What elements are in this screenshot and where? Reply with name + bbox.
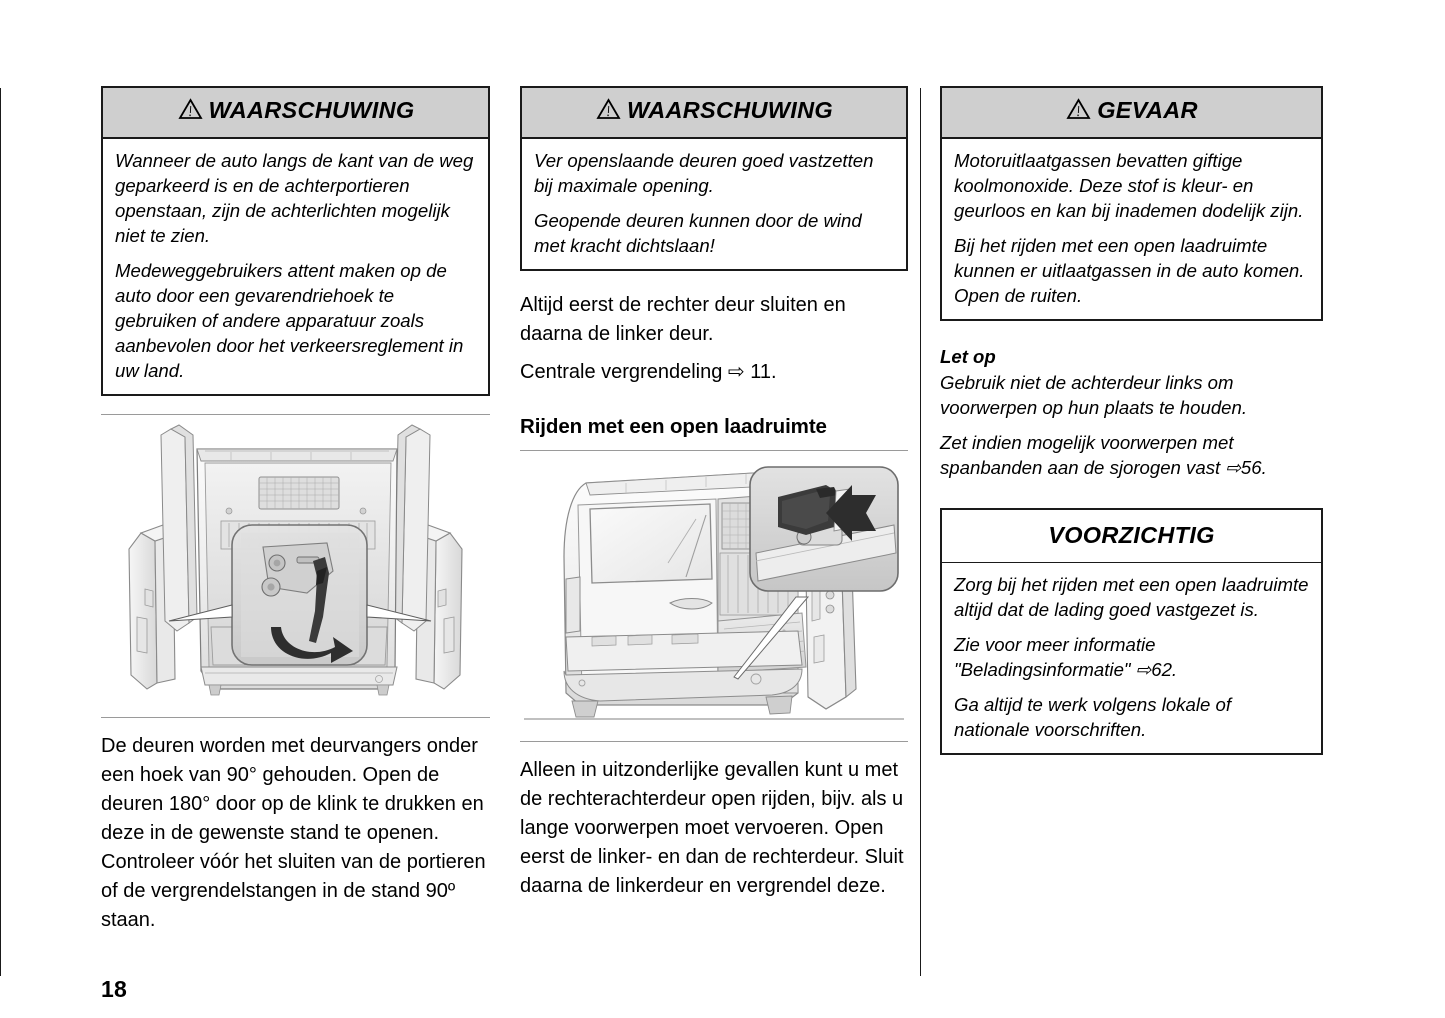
caution-paragraph: Zorg bij het rijden met een open laadruimte altijd dat de lading goed vastgezet is. (954, 574, 1309, 620)
warning-box-body (522, 139, 906, 269)
column-divider-2 (920, 88, 921, 976)
danger-box-body (942, 139, 1321, 319)
danger-paragraph: Motoruitlaatgassen bevatten giftige koolmonoxide. Deze stof is kleur- en geurloos en kan bij inademen dodelijk zijn. (954, 150, 1304, 221)
warning-box-title: WAARSCHUWING (208, 97, 415, 123)
caution-box-title: VOORZICHTIG (1048, 522, 1215, 548)
danger-paragraph: Bij het rijden met een open laadruimte kunnen er uitlaatgassen in de auto komen. Open de ruiten. (954, 235, 1305, 306)
body-paragraph-close-order: Altijd eerst de rechter deur sluiten en daarna de linker deur. (520, 294, 846, 345)
warning-paragraph: Medeweggebruikers attent maken op de auto door een gevarendriehoek te gebruiken of andere apparatuur zoals aanbevolen door het verkeersreglement in uw land. (115, 260, 464, 381)
warning-triangle-icon (177, 98, 203, 126)
warning-paragraph: Ver openslaande deuren goed vastzetten bij maximale opening. (534, 150, 874, 196)
column-1 (101, 86, 490, 935)
caution-box-header (942, 510, 1321, 563)
note-title-let-op: Let op (940, 346, 996, 367)
warning-paragraph: Wanneer de auto langs de kant van de weg geparkeerd is en de achterportieren openstaan, zijn de achterlichten mogelijk niet te zien. (115, 150, 474, 246)
warning-box-header (103, 88, 488, 139)
body-paragraph-central-locking: Centrale vergrendeling ⇨ 11. (520, 361, 777, 383)
column-2 (520, 86, 908, 901)
caution-paragraph: Ga altijd te werk volgens lokale of nationale voorschriften. (954, 694, 1231, 740)
danger-box-exhaust (940, 86, 1323, 321)
body-paragraph-doors: De deuren worden met deurvangers onder een hoek van 90° gehouden. Open de deuren 180° door op de klink te drukken en deze in de gewenste stand te openen. Controleer vóór het sluiten van de portieren of de vergrendelstangen in de stand 90º staan. (101, 735, 486, 931)
warning-box-body (103, 139, 488, 394)
figure-van-rear-doors-open (101, 421, 490, 711)
danger-box-title: GEVAAR (1097, 97, 1198, 123)
caution-paragraph: Zie voor meer informatie "Beladingsinformatie" ⇨62. (954, 634, 1178, 680)
figure-van-right-door-open (520, 461, 908, 731)
note-paragraph: Gebruik niet de achterdeur links om voorwerpen op hun plaats te houden. (940, 372, 1248, 418)
section-heading-open-load-area: Rijden met een open laadruimte (520, 415, 827, 438)
warning-box-rear-lights (101, 86, 490, 396)
warning-triangle-icon (595, 98, 621, 126)
warning-triangle-icon (1065, 98, 1091, 126)
caution-box-load-securing (940, 508, 1323, 755)
page-number: 18 (101, 976, 127, 1002)
warning-box-title: WAARSCHUWING (627, 97, 833, 123)
danger-box-header (942, 88, 1321, 139)
caution-box-body (942, 563, 1321, 753)
body-paragraph-exceptional-cases: Alleen in uitzonderlijke gevallen kunt u met de rechterachterdeur open rijden, bijv. als u lange voorwerpen moet vervoeren. Open eerst de linker- en dan de rechterdeur. Sluit daarna de linkerdeur en vergrendel deze. (520, 759, 904, 897)
column-divider-1 (0, 88, 1, 976)
warning-paragraph: Geopende deuren kunnen door de wind met kracht dichtslaan! (534, 210, 862, 256)
column-3 (940, 86, 1323, 755)
note-paragraph: Zet indien mogelijk voorwerpen met spanbanden aan de sjorogen vast ⇨56. (940, 432, 1267, 478)
warning-box-open-doors (520, 86, 908, 271)
warning-box-header (522, 88, 906, 139)
